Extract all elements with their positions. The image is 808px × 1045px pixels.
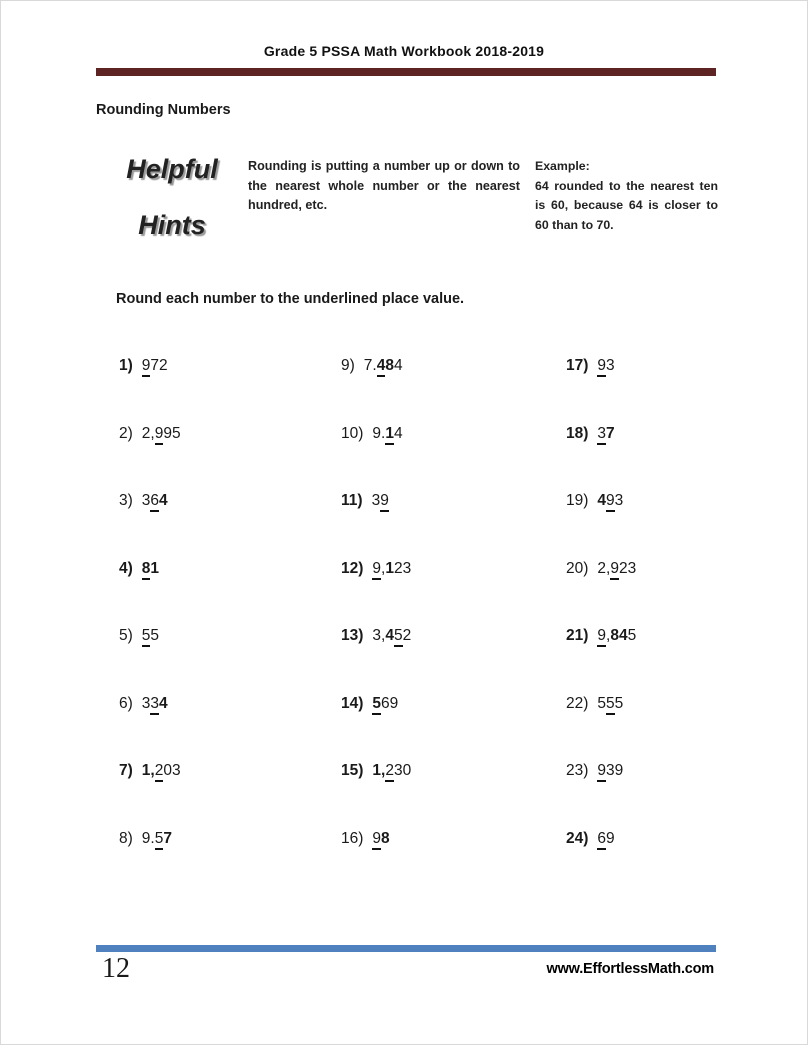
problem-item [119,560,341,628]
digit-segment: 4 [385,627,394,644]
digit-segment: 2, [597,559,611,577]
underlined-digit: 2 [155,763,164,782]
problem-label: 14) [341,694,364,712]
underlined-digit: 9 [610,561,619,580]
problem-item [119,695,341,763]
problem-number [142,695,168,712]
problem-label: 8) [119,829,133,847]
digit-segment: 3 [371,492,381,509]
digit-segment: 3, [372,627,386,644]
problem-number [364,357,403,374]
problem-label: 3) [119,492,133,509]
digit-segment: 1 [150,559,160,577]
problem-item [341,830,566,898]
digit-segment: 5 [150,627,160,644]
workbook-title: Grade 5 PSSA Math Workbook 2018-2019 [263,43,545,59]
digit-segment: 7 [163,829,172,847]
problem-item [119,762,341,830]
problem-label: 13) [341,627,364,644]
problem-number [372,830,389,847]
digit-segment: 3 [141,492,151,509]
problem-item [119,627,341,695]
example-label: Example: [535,159,590,173]
footer-rule [96,945,716,952]
problem-label: 5) [119,627,133,644]
problem-label: 10) [341,424,364,442]
digit-segment: 9. [372,424,386,442]
problem-label: 9) [341,357,355,374]
digit-segment: 2, [141,424,155,442]
instruction-text: Round each number to the underlined place value. [116,291,465,307]
digit-segment: 3 [141,694,151,712]
problem-number [597,695,623,712]
problem-item [341,762,566,830]
underlined-digit: 9 [142,358,151,377]
digit-segment: 72 [150,357,168,374]
underlined-digit: 5 [142,628,151,647]
digit-segment: 9. [141,829,155,847]
digit-segment: 9 [606,829,615,847]
digit-segment: 03 [163,762,181,779]
problem-number [142,357,168,374]
problem-number [142,627,159,644]
underlined-digit: 3 [150,696,159,715]
digit-segment: 8 [381,829,390,847]
problem-item [119,830,341,898]
section-title: Rounding Numbers [96,102,231,118]
problem-number [142,830,172,847]
problem-number [597,560,636,577]
website-text: www.EffortlessMath.com [546,961,714,977]
digit-segment: 1 [385,559,394,577]
problem-item [341,425,566,493]
underlined-digit: 9 [372,561,381,580]
hints-title [96,154,248,241]
digit-segment: 23 [618,559,637,577]
digit-segment: 3 [606,357,615,374]
underlined-digit: 4 [377,358,386,377]
problem-label: 20) [566,559,589,577]
digit-segment: 4 [159,694,168,712]
problem-item [566,560,807,628]
hints-body-text: Rounding is putting a number up or down to the nearest whole number or the nearest hundred, etc. [248,159,520,212]
problem-label: 12) [341,559,364,577]
hints-title-line2: Hints [138,210,206,240]
digit-segment: 5 [614,694,624,712]
problem-number [372,695,398,712]
underlined-digit: 5 [606,696,615,715]
problem-label: 18) [566,424,589,442]
digit-segment: 39 [606,762,624,779]
underlined-digit: 9 [606,493,615,512]
problem-number [372,492,389,509]
digit-segment: 5 [627,627,637,644]
problem-label: 7) [119,762,133,779]
underlined-digit: 9 [155,426,164,445]
underlined-digit: 9 [372,831,381,850]
problem-item [341,357,566,425]
problem-label: 6) [119,694,133,712]
problem-item [566,762,807,830]
underlined-digit: 9 [380,493,389,512]
header-rule [96,68,716,76]
problem-number [142,560,159,577]
digit-segment: 95 [163,424,181,442]
example-box [535,157,718,241]
digit-segment: 7. [363,357,377,374]
problem-item [566,627,807,695]
problem-label: 11) [341,492,363,509]
underlined-digit: 9 [597,628,606,647]
example-body-text: 64 rounded to the nearest ten is 60, because 64 is closer to 60 than to 70. [535,178,718,232]
problem-number [372,762,411,779]
problems-grid [119,357,807,897]
digit-segment: 2 [402,627,412,644]
underlined-digit: 9 [597,358,606,377]
problem-label: 1) [119,357,133,374]
digit-segment: 4 [393,424,403,442]
digit-segment: , [381,559,386,577]
problem-number [142,762,181,779]
problem-label: 15) [341,762,364,779]
problem-number [597,357,614,374]
problem-item [566,357,807,425]
problem-item [566,695,807,763]
problem-label: 4) [119,559,133,577]
problem-number [372,560,411,577]
digit-segment: , [606,627,611,644]
digit-segment: 8 [385,357,394,374]
digit-segment: 4 [393,357,403,374]
problem-label: 24) [566,829,589,847]
problem-item [119,425,341,493]
problem-label: 2) [119,424,133,442]
problem-item [566,425,807,493]
problem-number [597,627,636,644]
problem-label: 21) [566,627,589,644]
problem-number [597,830,614,847]
underlined-digit: 9 [597,763,606,782]
problem-number [597,762,623,779]
digit-segment: 3 [614,492,624,509]
problem-label: 19) [566,492,589,509]
underlined-digit: 5 [372,696,381,715]
digit-segment: 7 [606,424,615,442]
problem-item [341,695,566,763]
underlined-digit: 1 [385,426,394,445]
problem-label: 17) [566,357,589,374]
problem-item [341,627,566,695]
problem-item [566,830,807,898]
problem-item [341,492,566,560]
underlined-digit: 6 [150,493,159,512]
problem-label: 16) [341,829,364,847]
digit-segment: 30 [393,762,412,779]
underlined-digit: 5 [394,628,403,647]
hints-title-line1: Helpful [126,154,218,184]
problem-number [372,627,411,644]
problem-item [341,560,566,628]
digit-segment: 23 [393,559,412,577]
digit-segment: 1, [372,762,386,779]
problem-number [597,492,623,509]
underlined-digit: 2 [385,763,394,782]
underlined-digit: 6 [597,831,606,850]
page-number: 12 [102,953,130,984]
problem-number [597,425,614,442]
problem-number [142,492,168,509]
digit-segment: 4 [597,492,607,509]
digit-segment: 4 [159,492,168,509]
problem-label: 23) [566,762,589,779]
underlined-digit: 5 [155,831,164,850]
problem-item [119,357,341,425]
problem-number [142,425,181,442]
digit-segment: 1, [141,762,155,779]
problem-number [372,425,402,442]
problem-item [566,492,807,560]
hints-panel [96,154,718,241]
digit-segment: 69 [381,694,399,712]
problem-label: 22) [566,694,589,712]
digit-segment: 5 [597,694,607,712]
digit-segment: 84 [610,627,628,644]
problem-item [119,492,341,560]
underlined-digit: 8 [142,561,151,580]
underlined-digit: 3 [597,426,606,445]
